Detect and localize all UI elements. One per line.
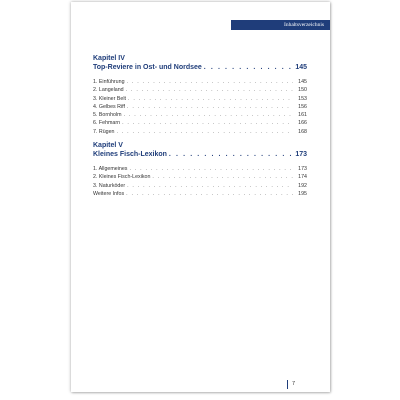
toc-entry[interactable] [93, 86, 307, 94]
book-page [71, 2, 330, 392]
toc-entry[interactable] [93, 128, 307, 136]
entry-page: 153 [298, 95, 307, 102]
chapter-page: 145 [295, 63, 307, 71]
entry-title: 3. Kleiner Belt [93, 95, 126, 102]
dot-leader [152, 173, 293, 181]
entry-page: 192 [298, 182, 307, 189]
dot-leader [117, 128, 294, 136]
chapter-label: Kapitel V [93, 142, 123, 149]
chapter-page: 173 [295, 150, 307, 158]
entry-title: 1. Allgemeines [93, 166, 128, 172]
entry-title: 3. Naturköder [93, 182, 126, 189]
toc-entry[interactable] [93, 78, 307, 86]
dot-leader [127, 78, 293, 86]
entry-page: 168 [298, 128, 307, 135]
entry-title: Weitere Infos [93, 190, 125, 197]
entry-page: 166 [298, 120, 307, 127]
running-header-title: Inhaltsverzeichnis [283, 22, 324, 28]
page-number: 7 [292, 381, 296, 387]
dot-leader [127, 182, 293, 190]
toc-entry[interactable] [93, 165, 307, 173]
chapter-label: Kapitel IV [93, 55, 125, 62]
toc-entry[interactable] [93, 111, 307, 119]
chapter-subtitle: Top-Reviere in Ost- und Nordsee [93, 63, 202, 71]
dot-leader [128, 95, 293, 103]
entry-page: 161 [298, 112, 307, 119]
entry-title: 5. Bornholm [93, 112, 122, 119]
dot-leader [169, 151, 293, 160]
chapter-subtitle: Kleines Fisch-Lexikon [93, 150, 167, 158]
dot-leader [126, 190, 293, 198]
toc-entry[interactable] [93, 173, 307, 181]
entry-title: 4. Gelbes Riff [93, 103, 125, 110]
chapter-4 [93, 55, 307, 136]
toc-entry[interactable] [93, 103, 307, 111]
entry-page: 195 [298, 190, 307, 197]
entry-page: 150 [298, 87, 307, 94]
dot-leader [122, 119, 293, 127]
dot-leader [129, 165, 293, 173]
entry-page: 173 [298, 166, 307, 172]
entry-page: 145 [298, 79, 307, 85]
toc-entry[interactable] [93, 119, 307, 127]
footer-divider [287, 380, 288, 389]
dot-leader [127, 103, 293, 111]
toc-entries [93, 78, 307, 136]
chapter-heading-row[interactable] [93, 151, 307, 160]
toc-entry[interactable] [93, 182, 307, 190]
toc-entry[interactable] [93, 95, 307, 103]
entry-title: 2. Kleines Fisch-Lexikon [93, 174, 151, 181]
entry-title: 6. Fehmarn [93, 120, 121, 127]
entry-title: 2. Langeland [93, 87, 124, 94]
running-header [231, 20, 330, 30]
entry-page: 174 [298, 174, 307, 181]
entry-title: 1. Einführung [93, 79, 125, 85]
dot-leader [126, 86, 293, 94]
toc-entries [93, 165, 307, 198]
toc-entry[interactable] [93, 190, 307, 198]
chapter-5 [93, 142, 307, 198]
dot-leader [124, 111, 293, 119]
entry-page: 156 [298, 103, 307, 110]
chapter-heading-row[interactable] [93, 64, 307, 73]
dot-leader [204, 64, 294, 73]
entry-title: 7. Rügen [93, 128, 115, 135]
